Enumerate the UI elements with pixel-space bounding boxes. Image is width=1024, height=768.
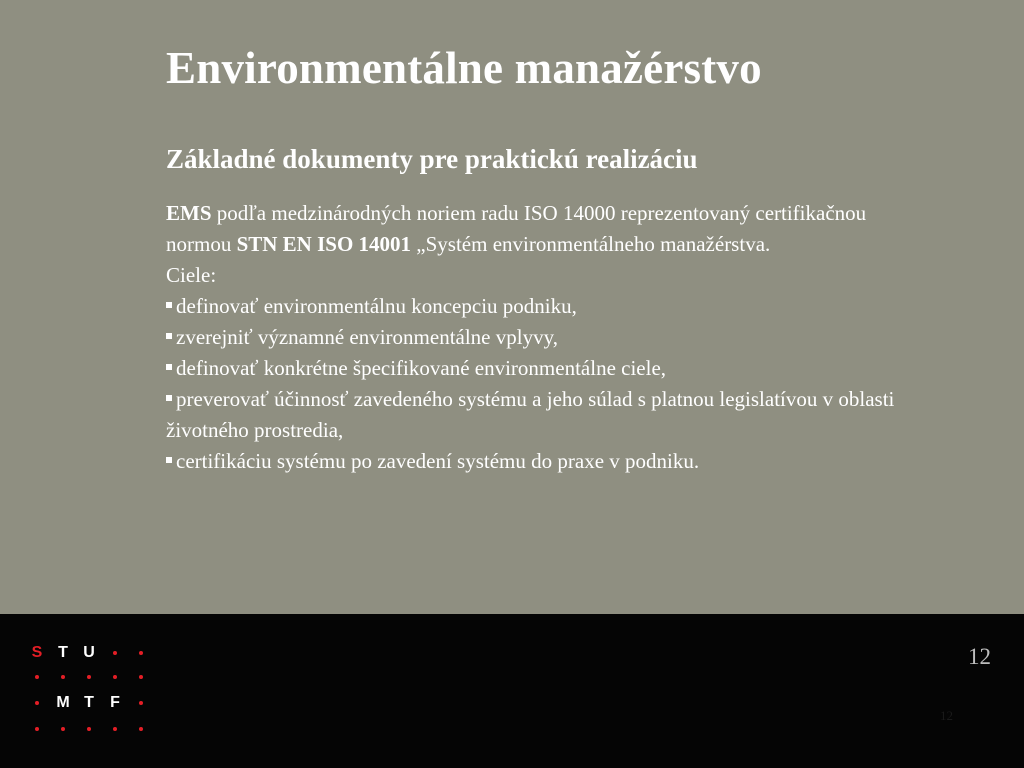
bullet-item bbox=[166, 353, 936, 384]
ems-term: EMS bbox=[166, 201, 212, 225]
bullet-text: definovať environmentálnu koncepciu podniku, bbox=[176, 294, 577, 318]
bullet-text: zverejniť významné environmentálne vplyvy, bbox=[176, 325, 558, 349]
logo-dot-icon bbox=[128, 664, 154, 690]
logo-letter: S bbox=[31, 644, 43, 661]
logo-dot-icon bbox=[50, 716, 76, 742]
intro-text-2: „Systém environmentálneho manažérstva. bbox=[411, 232, 771, 256]
stu-mtf-logo bbox=[24, 636, 154, 740]
logo-letter: F bbox=[110, 694, 120, 711]
square-bullet-icon bbox=[166, 364, 172, 370]
logo-dot-icon bbox=[76, 716, 102, 742]
logo-dot-icon bbox=[24, 716, 50, 742]
logo-dot-icon bbox=[76, 664, 102, 690]
square-bullet-icon bbox=[166, 302, 172, 308]
square-bullet-icon bbox=[166, 457, 172, 463]
page-number: 12 bbox=[968, 644, 991, 669]
logo-letter: T bbox=[58, 644, 68, 661]
slide-body bbox=[166, 198, 936, 477]
logo-dot-icon bbox=[24, 664, 50, 690]
logo-letter: U bbox=[83, 644, 95, 661]
bullet-text: certifikáciu systému po zavedení systému do praxe v podniku. bbox=[176, 449, 700, 473]
logo-dot-icon bbox=[128, 716, 154, 742]
bullet-item bbox=[166, 384, 936, 446]
goals-label: Ciele: bbox=[166, 263, 217, 287]
bullet-item bbox=[166, 446, 936, 477]
page-number-ghost: 12 bbox=[940, 708, 953, 723]
intro-paragraph bbox=[166, 198, 936, 260]
logo-letter: T bbox=[84, 694, 94, 711]
logo-dot-icon bbox=[102, 640, 128, 666]
bullet-text: preverovať účinnosť zavedeného systému a jeho súlad s platnou legislatívou v oblasti životného prostredia, bbox=[166, 387, 895, 442]
square-bullet-icon bbox=[166, 333, 172, 339]
slide-title: Environmentálne manažérstvo bbox=[166, 43, 762, 93]
slide-subtitle: Základné dokumenty pre praktickú realizáciu bbox=[166, 144, 698, 174]
bullet-item bbox=[166, 291, 936, 322]
bullet-text: definovať konkrétne špecifikované environmentálne ciele, bbox=[176, 356, 667, 380]
logo-dot-icon bbox=[128, 640, 154, 666]
intro-text-1: podľa medzinárodných noriem radu ISO 14000 reprezentovaný certifikačnou normou bbox=[166, 201, 867, 256]
square-bullet-icon bbox=[166, 395, 172, 401]
logo-dot-icon bbox=[128, 690, 154, 716]
logo-dot-icon bbox=[102, 716, 128, 742]
bullet-item bbox=[166, 322, 936, 353]
logo-dot-icon bbox=[102, 664, 128, 690]
logo-dot-icon bbox=[24, 690, 50, 716]
logo-letter: M bbox=[56, 694, 70, 711]
norm-term: STN EN ISO 14001 bbox=[236, 232, 412, 256]
logo-dot-icon bbox=[50, 664, 76, 690]
